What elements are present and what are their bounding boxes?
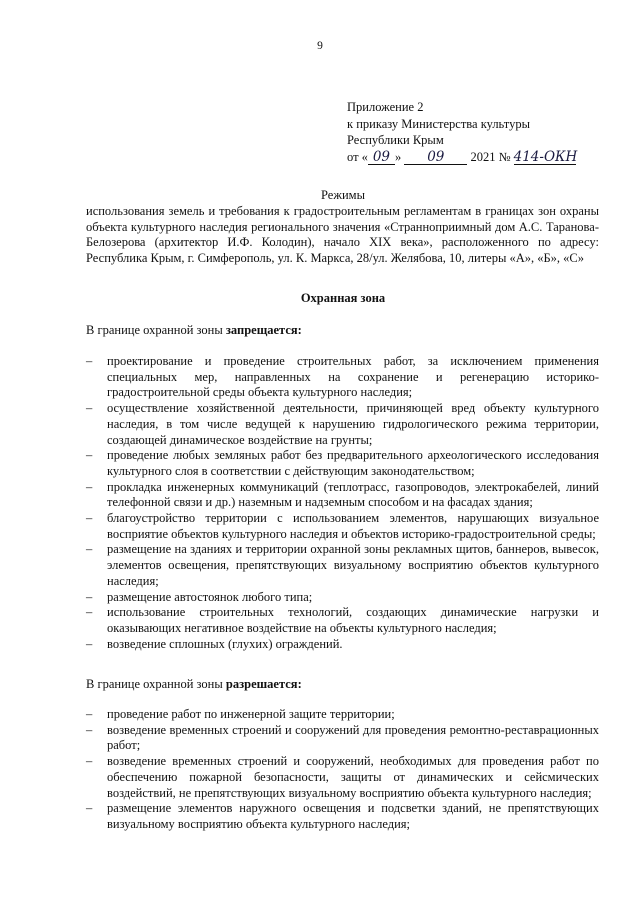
document-title: Режимы <box>321 188 365 202</box>
date-mid: » <box>394 149 402 164</box>
bullet-dash: – <box>86 354 93 368</box>
list-item-text: размещение на зданиях и территории охранной зоны рекламных щитов, баннеров, вывесок, элементов освещения, препятствующих визуальному восприятию объектов культурного наследия; <box>107 542 599 588</box>
appendix-line-1: Приложение 2 <box>347 100 424 114</box>
list-item-text: проведение работ по инженерной защите территории; <box>107 707 395 721</box>
list-item <box>86 801 599 832</box>
list-item <box>86 542 599 589</box>
bullet-dash: – <box>86 801 93 816</box>
date-year: 2021 № <box>470 149 511 164</box>
list-item-text: размещение элементов наружного освещения и подсветки зданий, не препятствующих визуальному восприятию объекта культурного наследия; <box>107 801 599 831</box>
list-item <box>86 590 599 606</box>
list-item <box>86 354 599 401</box>
page-number: 9 <box>317 40 323 52</box>
appendix-line-3: Республики Крым <box>347 133 444 148</box>
list-item-text: возведение сплошных (глухих) ограждений. <box>107 636 343 651</box>
list-item <box>86 401 599 448</box>
handwritten-month: 09 <box>404 150 467 165</box>
bullet-dash: – <box>86 636 93 651</box>
bullet-dash: – <box>86 589 93 604</box>
allowed-lead-bold: разрешается: <box>225 677 302 691</box>
list-item-text: возведение временных строений и сооружений, необходимых для проведения работ по обеспечению пожарной безопасности, защиты от динамических и сейсмических воздействий, не препятствующих визуальному восприятию объекта культурного наследия; <box>107 754 599 800</box>
list-item <box>86 511 599 542</box>
bullet-dash: – <box>86 448 93 463</box>
list-item <box>86 605 599 636</box>
bullet-dash: – <box>86 401 93 416</box>
bullet-dash: – <box>86 722 93 737</box>
list-item-text: осуществление хозяйственной деятельности, причиняющей вред объекту культурного наследия, в том числе ведущей к нарушению гидрологического режима территории, создающей динамическое воздействие на грунты; <box>107 401 599 447</box>
allowed-lead <box>86 677 302 692</box>
handwritten-order-number: 414-ОКН <box>513 148 578 165</box>
list-item-text: использование строительных технологий, создающих динамические нагрузки и оказывающих негативное воздействие на объекты культурного наследия; <box>107 605 599 635</box>
allowed-lead-text: В границе охранной зоны <box>86 677 226 691</box>
zone-heading: Охранная зона <box>300 291 386 305</box>
bullet-dash: – <box>86 542 93 557</box>
appendix-line-2: к приказу Министерства культуры <box>347 116 530 131</box>
list-item-text: благоустройство территории с использованием элементов, нарушающих визуальное восприятие объектов культурного наследия и объектов историко-градостроительной среды; <box>107 511 599 541</box>
allowed-list <box>86 707 599 833</box>
list-item-text: проведение любых земляных работ без предварительного археологического исследования культурного слоя в соответствии с действующим законодательством; <box>107 448 599 478</box>
prohibited-lead <box>86 323 302 338</box>
list-item-text: возведение временных строений и сооружений для проведения ремонтно-реставрационных работ; <box>107 722 599 753</box>
prohibited-lead-text: В границе охранной зоны <box>86 323 226 337</box>
document-intro: использования земель и требования к градостроительным регламентам в границах зон охраны объекта культурного наследия регионального значения «Странноприимный дом А.С. Таранова-Белозерова (архитектор И.Ф. Колодин), начало XIX века», расположенного по адресу: Республика Крым, г. Симферополь, ул. К. Маркса, 28/ул. Желябова, 10, литеры «А», «Б», «С» <box>86 204 599 265</box>
list-item-text: размещение автостоянок любого типа; <box>107 589 313 604</box>
list-item <box>86 707 599 723</box>
prohibited-list <box>86 354 599 652</box>
list-item <box>86 723 599 754</box>
appendix-block <box>347 99 576 165</box>
handwritten-day: 09 <box>368 150 395 165</box>
bullet-dash: – <box>86 605 93 620</box>
appendix-date-line <box>347 149 576 166</box>
date-prefix: от « <box>347 149 368 164</box>
list-item-text: прокладка инженерных коммуникаций (теплотрасс, газопроводов, электрокабелей, линий телефонной связи и др.) наземным и надземным способом и на фасадах здания; <box>107 479 599 510</box>
bullet-dash: – <box>86 479 93 494</box>
bullet-dash: – <box>86 754 93 769</box>
list-item <box>86 480 599 511</box>
bullet-dash: – <box>86 707 93 721</box>
bullet-dash: – <box>86 511 93 526</box>
list-item <box>86 754 599 801</box>
list-item <box>86 637 599 653</box>
list-item <box>86 448 599 479</box>
prohibited-lead-bold: запрещается: <box>225 323 302 337</box>
list-item-text: проектирование и проведение строительных работ, за исключением применения специальных мер, направленных на сохранение и регенерацию историко-градостроительной среды объекта культурного наследия; <box>107 354 599 400</box>
